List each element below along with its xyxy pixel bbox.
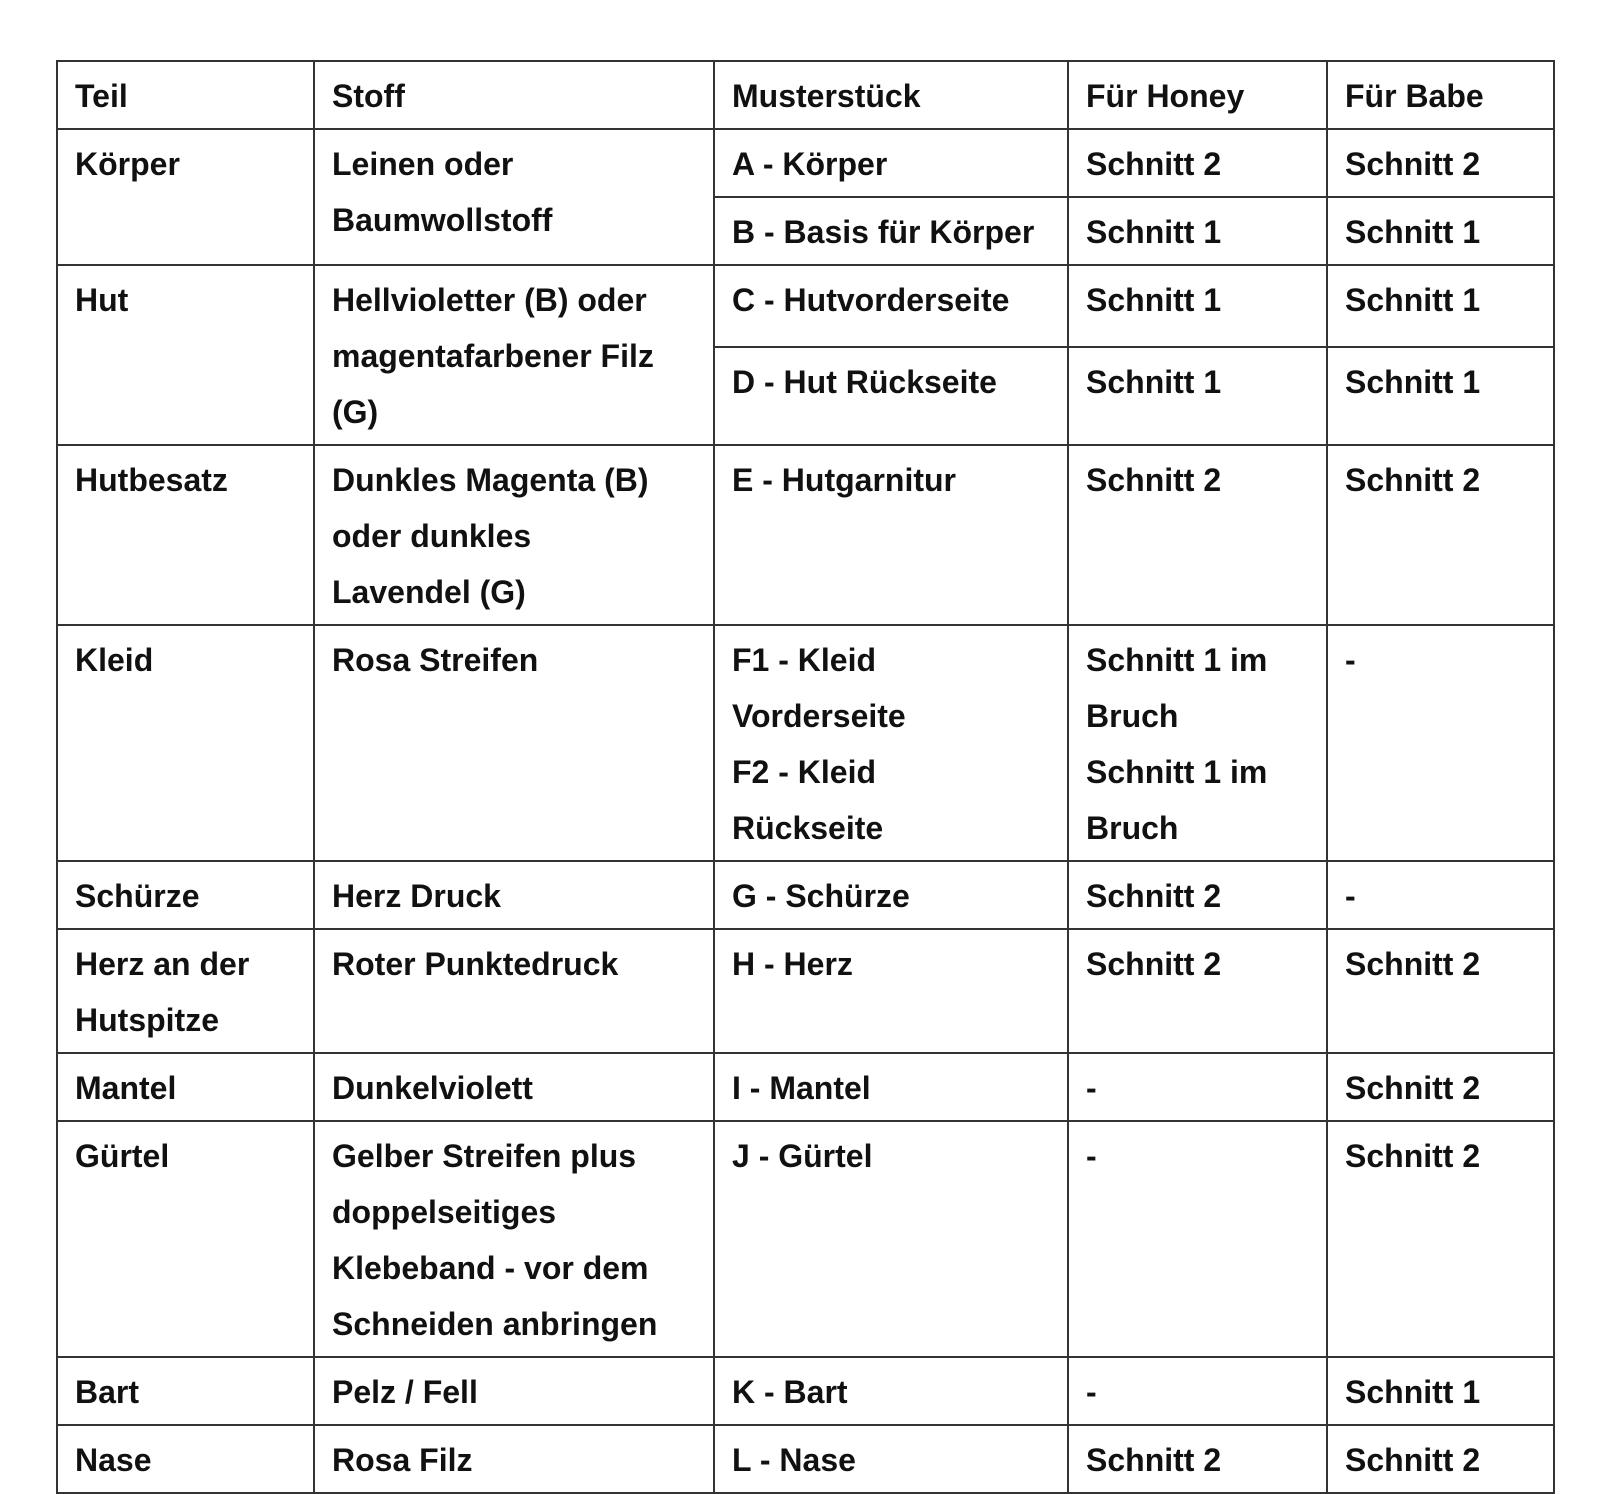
table-row-mantel <box>57 1053 1554 1121</box>
table-row-herz <box>57 929 1554 1053</box>
honey-cell: Schnitt 1 <box>1068 197 1327 265</box>
honey-cell: Schnitt 2 <box>1068 129 1327 197</box>
muster-cell: E - Hutgarnitur <box>714 445 1068 625</box>
stoff-cell: Pelz / Fell <box>314 1357 714 1425</box>
table-row-hutbesatz <box>57 445 1554 625</box>
muster-cell: C - Hutvorderseite <box>714 265 1068 347</box>
stoff-cell: Herz Druck <box>314 861 714 929</box>
stoff-cell: Leinen oder Baumwollstoff <box>314 129 714 265</box>
babe-cell: Schnitt 2 <box>1327 1053 1554 1121</box>
babe-cell: Schnitt 1 <box>1327 265 1554 347</box>
muster-cell: F1 - Kleid Vorderseite F2 - Kleid Rückseite <box>714 625 1068 861</box>
muster-cell: H - Herz <box>714 929 1068 1053</box>
muster-cell: B - Basis für Körper <box>714 197 1068 265</box>
teil-cell: Kleid <box>57 625 314 861</box>
teil-cell: Körper <box>57 129 314 265</box>
babe-cell: Schnitt 1 <box>1327 347 1554 445</box>
pattern-cutting-table <box>56 60 1555 1494</box>
stoff-cell: Roter Punktedruck <box>314 929 714 1053</box>
stoff-cell: Dunkles Magenta (B) oder dunkles Lavendel (G) <box>314 445 714 625</box>
muster-cell: A - Körper <box>714 129 1068 197</box>
babe-cell: Schnitt 2 <box>1327 929 1554 1053</box>
teil-cell: Nase <box>57 1425 314 1493</box>
table-row-koerper <box>57 129 1554 197</box>
header-fuer-honey: Für Honey <box>1068 61 1327 129</box>
teil-cell: Herz an der Hutspitze <box>57 929 314 1053</box>
table-row-schuerze <box>57 861 1554 929</box>
babe-cell: Schnitt 2 <box>1327 129 1554 197</box>
muster-cell: K - Bart <box>714 1357 1068 1425</box>
babe-cell: Schnitt 1 <box>1327 1357 1554 1425</box>
header-stoff: Stoff <box>314 61 714 129</box>
stoff-cell: Rosa Filz <box>314 1425 714 1493</box>
babe-cell: Schnitt 2 <box>1327 445 1554 625</box>
teil-cell: Mantel <box>57 1053 314 1121</box>
table-row-guertel <box>57 1121 1554 1357</box>
babe-cell: - <box>1327 861 1554 929</box>
teil-cell: Schürze <box>57 861 314 929</box>
muster-cell: J - Gürtel <box>714 1121 1068 1357</box>
header-row <box>57 61 1554 129</box>
babe-cell: Schnitt 2 <box>1327 1121 1554 1357</box>
stoff-cell: Rosa Streifen <box>314 625 714 861</box>
teil-cell: Gürtel <box>57 1121 314 1357</box>
header-teil: Teil <box>57 61 314 129</box>
honey-cell: - <box>1068 1053 1327 1121</box>
honey-cell: Schnitt 2 <box>1068 1425 1327 1493</box>
muster-cell: G - Schürze <box>714 861 1068 929</box>
honey-cell: Schnitt 1 im Bruch Schnitt 1 im Bruch <box>1068 625 1327 861</box>
honey-cell: - <box>1068 1121 1327 1357</box>
honey-cell: Schnitt 2 <box>1068 445 1327 625</box>
table-row-bart <box>57 1357 1554 1425</box>
table-row-nase <box>57 1425 1554 1493</box>
header-fuer-babe: Für Babe <box>1327 61 1554 129</box>
muster-cell: L - Nase <box>714 1425 1068 1493</box>
muster-cell: I - Mantel <box>714 1053 1068 1121</box>
honey-cell: Schnitt 2 <box>1068 929 1327 1053</box>
stoff-cell: Gelber Streifen plus doppelseitiges Klebeband - vor dem Schneiden anbringen <box>314 1121 714 1357</box>
honey-cell: Schnitt 1 <box>1068 347 1327 445</box>
babe-cell: - <box>1327 625 1554 861</box>
muster-cell: D - Hut Rückseite <box>714 347 1068 445</box>
babe-cell: Schnitt 2 <box>1327 1425 1554 1493</box>
honey-cell: - <box>1068 1357 1327 1425</box>
stoff-cell: Dunkelviolett <box>314 1053 714 1121</box>
stoff-cell: Hellvioletter (B) oder magentafarbener Filz (G) <box>314 265 714 445</box>
honey-cell: Schnitt 2 <box>1068 861 1327 929</box>
honey-cell: Schnitt 1 <box>1068 265 1327 347</box>
teil-cell: Hut <box>57 265 314 445</box>
teil-cell: Hutbesatz <box>57 445 314 625</box>
teil-cell: Bart <box>57 1357 314 1425</box>
table-row-kleid <box>57 625 1554 861</box>
babe-cell: Schnitt 1 <box>1327 197 1554 265</box>
table-row-hut <box>57 265 1554 347</box>
header-musterstueck: Musterstück <box>714 61 1068 129</box>
